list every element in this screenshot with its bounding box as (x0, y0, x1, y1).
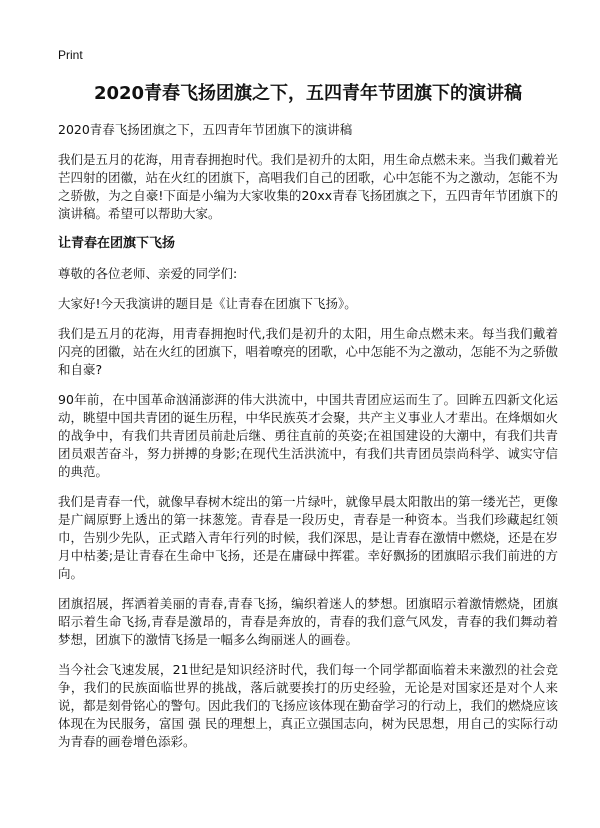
body-paragraph: 我们是五月的花海，用青春拥抱时代,我们是初升的太阳，用生命点燃未来。每当我们戴着闪亮的团徽，站在火红的团旗下，唱着嘹亮的团歌，心中怎能不为之激动，怎能不为之骄傲和自豪? (58, 326, 559, 377)
body-paragraph: 团旗招展，挥洒着美丽的青春,青春飞扬，编织着迷人的梦想。团旗昭示着激情燃烧，团旗昭示着生命飞扬,青春是激昂的，青春是奔放的，青春的我们意气风发，青春的我们舞动着梦想，团旗下的激情飞扬是一幅多么绚丽迷人的画卷。 (58, 596, 558, 647)
intro-paragraph: 我们是五月的花海，用青春拥抱时代。我们是初升的太阳，用生命点燃未来。当我们戴着光芒四射的团徽，站在火红的团旗下，高唱我们自己的团歌，心中怎能不为之激动，怎能不为之骄傲，为之自豪!下面是小编为大家收集的20xx青春飞扬团旗之下，五四青年节团旗下的演讲稿。希望可以帮助大家。 (58, 152, 559, 221)
document-title: 2020青春飞扬团旗之下，五四青年节团旗下的演讲稿 (93, 83, 523, 104)
document-subtitle: 2020青春飞扬团旗之下，五四青年节团旗下的演讲稿 (58, 122, 353, 137)
section-heading: 让青春在团旗下飞扬 (58, 236, 176, 251)
body-paragraph: 90年前，在中国革命汹涌澎湃的伟大洪流中，中国共青团应运而生了。回眸五四新文化运动，眺望中国共青团的诞生历程，中华民族英才会聚，共产主义事业人才辈出。在烽烟如火的战争中，有我们共青团员前赴后继、勇往直前的英姿;在祖国建设的大潮中，有我们共青团员艰苦奋斗，努力拼搏的身影;在现代生活洪流中，有我们共青团员崇尚科学、诚实守信的典范。 (58, 392, 559, 479)
print-link[interactable]: Print (58, 48, 83, 62)
body-paragraph: 当今社会飞速发展，21世纪是知识经济时代，我们每一个同学都面临着未来激烈的社会竞争，我们的民族面临世界的挑战，落后就要挨打的历史经验，无论是对国家还是对个人来说，都是刻骨铭心的警句。因此我们的飞扬应该体现在勤奋学习的行动上，我们的燃烧应该体现在为民服务，富国 强 民的理想上，真正立强国志向，树为民思想，用自己的实际行动为青春的画卷增色添彩。 (58, 662, 559, 749)
body-paragraph: 我们是青春一代，就像早春树木绽出的第一片绿叶，就像早晨太阳散出的第一缕光芒，更像是广阔原野上透出的第一抹葱笼。青春是一段历史，青春是一种资本。当我们珍藏起红领巾，告别少先队，正式踏入青年行列的时候，我们深思，是让青春在激情中燃烧，还是在岁月中枯萎;是让青春在生命中飞扬，还是在庸碌中挥霍。幸好飘扬的团旗昭示我们前进的方向。 (58, 494, 559, 581)
topic-paragraph: 大家好!今天我演讲的题目是《让青春在团旗下飞扬》。 (58, 296, 357, 311)
salutation-paragraph: 尊敬的各位老师、亲爱的同学们: (58, 266, 238, 281)
